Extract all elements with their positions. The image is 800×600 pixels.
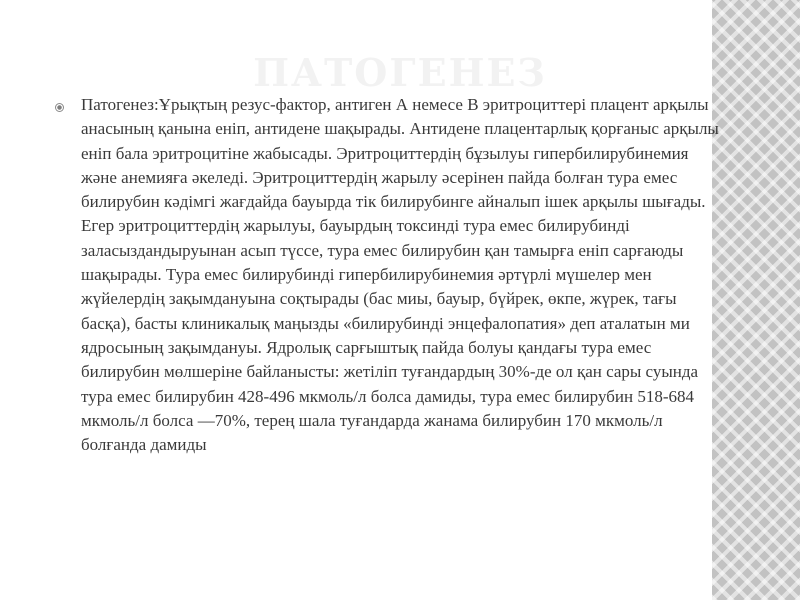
slide-title: ПАТОГЕНЕЗ <box>253 50 547 95</box>
body-paragraph: Патогенез:Ұрықтың резус-фактор, антиген А немесе В эритроциттері плацент арқылы анасының қанына еніп, антидене шақырады. Антидене плацентарлық қорғаныс арқылы еніп бала эритроцитіне жабысады. Эритроциттердің бұзылуы гипербилирубинемия және анемияға әкеледі. Эритроциттердің жарылу әсерінен пайда болған тура емес билирубин кәдімгі жағдайда бауырда тік билирубинге айналып ішек арқылы шығады. Егер эритроциттердің жарылуы, бауырдың токсинді тура емес билирубинді заласыздандыруынан асып түссе, тура емес билирубин қан тамырға еніп сарғаюды шақырады. Тура емес билирубинді гипербилирубинемия әртүрлі мүшелер мен жүйелердің зақымдануына соқтырады (бас миы, бауыр, бүйрек, өкпе, жүрек, тағы басқа), басты клиникалық маңызды «билирубинді энцефалопатия» деп аталатын ми ядросының зақымдануы. Ядролық сарғыштық пайда болуы қандағы тура емес билирубин мөлшеріне байланысты: жетіліп туғандардың 30%-де ол қан сары суында тура емес билирубин 428-496 мкмоль/л болса дамиды, тура емес билирубин 518-684 мкмоль/л болса —70%, терең шала туғандарда жанама билирубин 170 мкмоль/л болғанда дамиды <box>81 95 719 455</box>
slide-content <box>55 93 725 457</box>
bullet-icon <box>55 103 64 112</box>
